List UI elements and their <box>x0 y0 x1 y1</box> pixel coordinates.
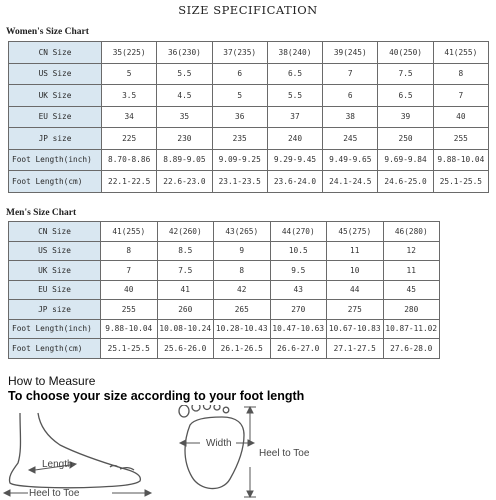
table-cell: 9.88-10.04 <box>101 319 158 339</box>
heel-to-toe-vertical-arrow-icon <box>244 407 256 497</box>
table-cell: 26.6-27.0 <box>270 339 327 359</box>
table-cell: 245 <box>323 128 378 150</box>
row-label: UK Size <box>9 85 102 107</box>
table-cell: 27.6-28.0 <box>383 339 440 359</box>
table-cell: 22.1-22.5 <box>102 171 157 193</box>
table-cell: 8 <box>433 63 488 85</box>
table-cell: 39(245) <box>323 42 378 64</box>
table-cell: 35(225) <box>102 42 157 64</box>
table-cell: 5 <box>102 63 157 85</box>
table-cell: 43(265) <box>214 222 271 242</box>
table-cell: 260 <box>157 300 214 320</box>
table-cell: 36 <box>212 106 267 128</box>
table-cell: 9.88-10.04 <box>433 149 488 171</box>
table-row <box>9 63 489 85</box>
table-cell: 8 <box>214 261 271 281</box>
instruction-text: To choose your size according to your foot length <box>8 389 305 403</box>
table-row <box>9 339 440 359</box>
table-cell: 5.5 <box>267 85 322 107</box>
women-size-table <box>8 41 489 193</box>
table-cell: 37 <box>267 106 322 128</box>
row-label: CN Size <box>9 42 102 64</box>
table-cell: 235 <box>212 128 267 150</box>
table-cell: 25.6-26.0 <box>157 339 214 359</box>
table-cell: 6.5 <box>378 85 433 107</box>
table-cell: 5.5 <box>157 63 212 85</box>
table-cell: 7 <box>323 63 378 85</box>
table-cell: 23.6-24.0 <box>267 171 322 193</box>
table-cell: 280 <box>383 300 440 320</box>
table-row <box>9 106 489 128</box>
table-cell: 24.6-25.0 <box>378 171 433 193</box>
table-row <box>9 300 440 320</box>
row-label: JP size <box>9 300 101 320</box>
table-row <box>9 171 489 193</box>
table-cell: 10 <box>327 261 384 281</box>
heel-to-toe-side-label: Heel to Toe <box>259 448 310 459</box>
men-size-table <box>8 221 440 359</box>
table-cell: 10.5 <box>270 241 327 261</box>
table-row <box>9 280 440 300</box>
table-cell: 270 <box>270 300 327 320</box>
table-cell: 45 <box>383 280 440 300</box>
row-label: Foot Length(inch) <box>9 319 101 339</box>
row-label: US Size <box>9 241 101 261</box>
table-cell: 35 <box>157 106 212 128</box>
table-cell: 22.6-23.0 <box>157 171 212 193</box>
row-label: CN Size <box>9 222 101 242</box>
table-cell: 5 <box>212 85 267 107</box>
table-cell: 10.28-10.43 <box>214 319 271 339</box>
row-label: EU Size <box>9 106 102 128</box>
table-cell: 9.29-9.45 <box>267 149 322 171</box>
table-cell: 8.5 <box>157 241 214 261</box>
table-cell: 6 <box>323 85 378 107</box>
side-foot-icon <box>9 413 140 488</box>
table-cell: 275 <box>327 300 384 320</box>
table-cell: 8.89-9.05 <box>157 149 212 171</box>
table-cell: 44(270) <box>270 222 327 242</box>
table-cell: 225 <box>102 128 157 150</box>
table-cell: 23.1-23.5 <box>212 171 267 193</box>
table-cell: 27.1-27.5 <box>327 339 384 359</box>
table-cell: 45(275) <box>327 222 384 242</box>
table-cell: 40 <box>101 280 158 300</box>
table-row <box>9 85 489 107</box>
table-cell: 38(240) <box>267 42 322 64</box>
table-cell: 7.5 <box>378 63 433 85</box>
row-label: Foot Length(inch) <box>9 149 102 171</box>
table-cell: 11 <box>327 241 384 261</box>
table-cell: 11 <box>383 261 440 281</box>
width-label: Width <box>206 438 232 449</box>
table-row <box>9 319 440 339</box>
table-cell: 265 <box>214 300 271 320</box>
row-label: JP size <box>9 128 102 150</box>
table-cell: 9.69-9.84 <box>378 149 433 171</box>
table-cell: 10.67-10.83 <box>327 319 384 339</box>
length-label: Length <box>42 459 73 470</box>
table-cell: 4.5 <box>157 85 212 107</box>
table-cell: 10.47-10.63 <box>270 319 327 339</box>
table-cell: 41 <box>157 280 214 300</box>
table-cell: 34 <box>102 106 157 128</box>
table-cell: 9.09-9.25 <box>212 149 267 171</box>
table-cell: 25.1-25.5 <box>101 339 158 359</box>
table-cell: 12 <box>383 241 440 261</box>
table-cell: 26.1-26.5 <box>214 339 271 359</box>
table-cell: 43 <box>270 280 327 300</box>
table-cell: 42 <box>214 280 271 300</box>
how-to-measure-heading: How to Measure <box>8 374 96 388</box>
row-label: EU Size <box>9 280 101 300</box>
men-chart-title: Men's Size Chart <box>6 208 77 218</box>
table-cell: 44 <box>327 280 384 300</box>
table-cell: 230 <box>157 128 212 150</box>
table-cell: 9.5 <box>270 261 327 281</box>
table-cell: 7 <box>101 261 158 281</box>
row-label: UK Size <box>9 261 101 281</box>
page-title: SIZE SPECIFICATION <box>178 3 318 17</box>
table-cell: 6 <box>212 63 267 85</box>
row-label: Foot Length(cm) <box>9 171 102 193</box>
table-cell: 255 <box>101 300 158 320</box>
table-cell: 46(280) <box>383 222 440 242</box>
table-cell: 10.08-10.24 <box>157 319 214 339</box>
table-row <box>9 128 489 150</box>
table-cell: 41(255) <box>433 42 488 64</box>
table-cell: 6.5 <box>267 63 322 85</box>
table-row <box>9 42 489 64</box>
table-cell: 40 <box>433 106 488 128</box>
table-cell: 42(260) <box>157 222 214 242</box>
table-cell: 10.87-11.02 <box>383 319 440 339</box>
table-cell: 24.1-24.5 <box>323 171 378 193</box>
table-cell: 9.49-9.65 <box>323 149 378 171</box>
table-cell: 37(235) <box>212 42 267 64</box>
table-cell: 38 <box>323 106 378 128</box>
table-cell: 40(250) <box>378 42 433 64</box>
table-cell: 39 <box>378 106 433 128</box>
table-row <box>9 261 440 281</box>
women-chart-title: Women's Size Chart <box>6 27 89 37</box>
table-row <box>9 241 440 261</box>
table-cell: 25.1-25.5 <box>433 171 488 193</box>
table-cell: 36(230) <box>157 42 212 64</box>
row-label: Foot Length(cm) <box>9 339 101 359</box>
table-cell: 250 <box>378 128 433 150</box>
table-cell: 7 <box>433 85 488 107</box>
heel-to-toe-bottom-label: Heel to Toe <box>29 488 80 499</box>
table-cell: 255 <box>433 128 488 150</box>
row-label: US Size <box>9 63 102 85</box>
table-cell: 41(255) <box>101 222 158 242</box>
table-cell: 9 <box>214 241 271 261</box>
table-cell: 8.70-8.86 <box>102 149 157 171</box>
table-row <box>9 149 489 171</box>
foot-measure-illustration <box>0 405 496 500</box>
table-cell: 8 <box>101 241 158 261</box>
table-cell: 240 <box>267 128 322 150</box>
table-cell: 3.5 <box>102 85 157 107</box>
table-row <box>9 222 440 242</box>
table-cell: 7.5 <box>157 261 214 281</box>
